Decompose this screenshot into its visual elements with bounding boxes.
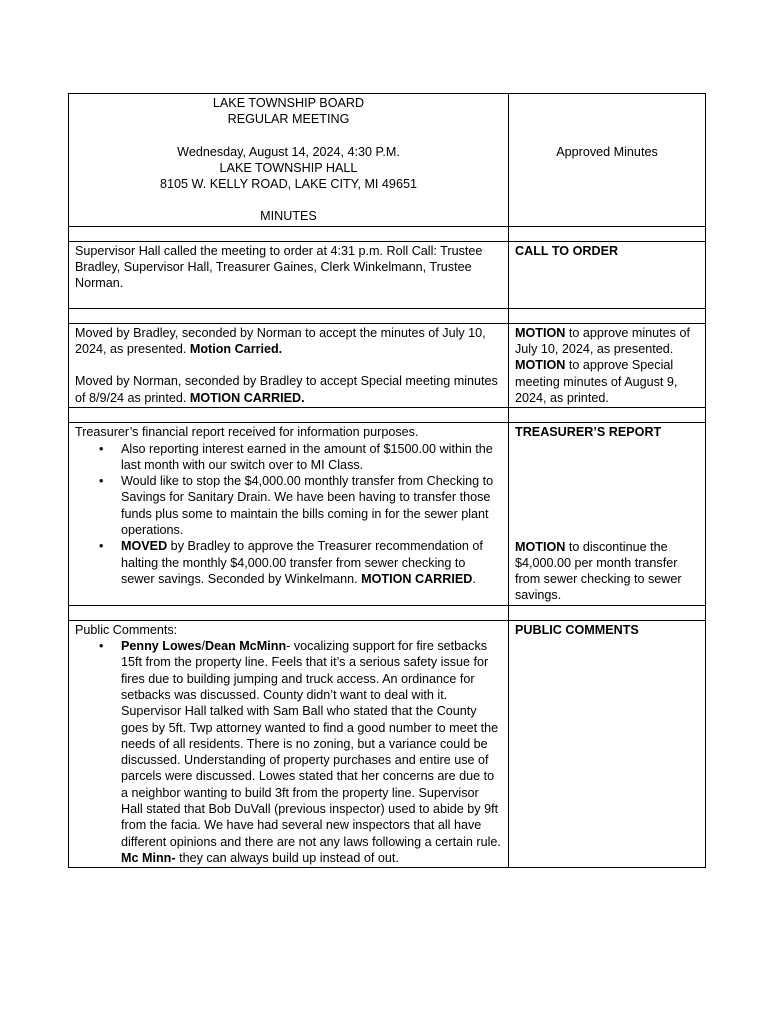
header-row (69, 94, 706, 227)
summary-july (515, 325, 699, 358)
comment-reply-text: they can always build up instead of out. (175, 850, 399, 865)
summary-july-label: MOTION (515, 325, 566, 340)
public-comments-heading: PUBLIC COMMENTS (509, 620, 706, 867)
public-comment-item (121, 638, 502, 866)
treasurer-intro: Treasurer’s financial report received for information purposes. (75, 425, 419, 440)
treasurer-bullet-interest: • Also reporting interest earned in the amount of $1500.00 within the last month with our switch over to MI Class. (121, 441, 502, 474)
call-to-order-row (69, 241, 706, 308)
call-to-order-text: Supervisor Hall called the meeting to order at 4:31 p.m. Roll Call: Trustee Bradley, Supervisor Hall, Treasurer Gaines, Clerk Winkelmann, Trustee Norman. (69, 241, 509, 308)
commenter-mcminn-reply: Mc Minn- (121, 850, 176, 865)
motion-special-paragraph (75, 373, 502, 406)
public-comments-text (69, 620, 509, 867)
meeting-location: LAKE TOWNSHIP HALL (219, 160, 358, 175)
comment-body: - vocalizing support for fire setbacks 15ft from the property line. Feels that it’s a serious safety issue for fires due to building jumping and truck access. An ordinance for setbacks was discussed. County didn’t want to deal with it. Supervisor Hall talked with Sam Ball who stated that the County goes by 5ft. Twp attorney wanted to find a good number to meet the needs of all residents. There is no zoning, but a variance could be discussed. Understanding of property purchases and entire use of parcels were discussed. Lowes stated that her concerns are due to a neighbor wanting to build 3ft from the property line. Supervisor Hall stated that Bob DuVall (previous inspector) used to abide by 9ft from the facia. We have had several new inspectors that all have different opinions and there are not any laws following a certain rule. (121, 639, 501, 849)
meeting-date: Wednesday, August 14, 2024, 4:30 P.M. (177, 144, 400, 159)
commenter-lowes: Penny Lowes (121, 639, 202, 654)
moved-period: . (472, 571, 476, 586)
summary-special (515, 357, 699, 406)
minutes-motion-row (69, 323, 706, 407)
meeting-type: REGULAR MEETING (227, 112, 350, 127)
treasurer-summary (509, 423, 706, 605)
moved-result: MOTION CARRIED (361, 571, 473, 586)
moved-text: by Bradley to approve the Treasurer recommendation of halting the monthly $4,000.00 transfer from sewer checking to sewer savings. Seconded by Winkelmann. (121, 539, 483, 586)
motion-july-paragraph (75, 325, 502, 358)
minutes-motion-summary (509, 323, 706, 407)
summary-special-text: to approve Special meeting minutes of August 9, 2024, as printed. (515, 358, 678, 405)
minutes-motion-text (69, 323, 509, 407)
moved-label: MOVED (121, 539, 168, 554)
treasurer-motion-text: to discontinue the $4,000.00 per month transfer from sewer checking to sewer savings. (515, 539, 682, 603)
public-comments-row (69, 620, 706, 867)
summary-special-label: MOTION (515, 358, 566, 373)
treasurer-row (69, 423, 706, 605)
commenter-mcminn: Dean McMinn (204, 639, 287, 654)
public-comments-intro: Public Comments: (75, 622, 178, 637)
public-comments-list (75, 638, 502, 866)
name-separator: / (201, 639, 205, 654)
treasurer-motion (515, 539, 699, 604)
minutes-table (68, 93, 706, 868)
call-to-order-heading: CALL TO ORDER (509, 241, 706, 308)
summary-july-text: to approve minutes of July 10, 2024, as presented. (515, 325, 690, 357)
minutes-title: MINUTES (260, 209, 317, 224)
meeting-header (69, 94, 509, 227)
treasurer-bullet-transfer: • Would like to stop the $4,000.00 monthly transfer from Checking to Savings for Sanitary Drain. We have been having to transfer those funds plus some to maintain the bills coming in for the sewer plant operations. (121, 473, 502, 538)
treasurer-bullet-motion (121, 538, 502, 587)
treasurer-heading: TREASURER’S REPORT (515, 425, 662, 440)
motion-july-result: Motion Carried. (189, 342, 283, 357)
treasurer-motion-label: MOTION (515, 539, 566, 554)
status-cell (509, 94, 706, 227)
motion-special-result: MOTION CARRIED. (189, 390, 305, 405)
board-name: LAKE TOWNSHIP BOARD (212, 96, 365, 110)
motion-july-text: Moved by Bradley, seconded by Norman to accept the minutes of July 10, 2024, as presented. (75, 325, 486, 357)
approved-status: Approved Minutes (556, 145, 658, 159)
meeting-address: 8105 W. KELLY ROAD, LAKE CITY, MI 49651 (160, 177, 417, 192)
treasurer-text (69, 423, 509, 605)
motion-special-text: Moved by Norman, seconded by Bradley to accept Special meeting minutes of 8/9/24 as printed. (75, 374, 498, 405)
treasurer-list (75, 441, 502, 588)
